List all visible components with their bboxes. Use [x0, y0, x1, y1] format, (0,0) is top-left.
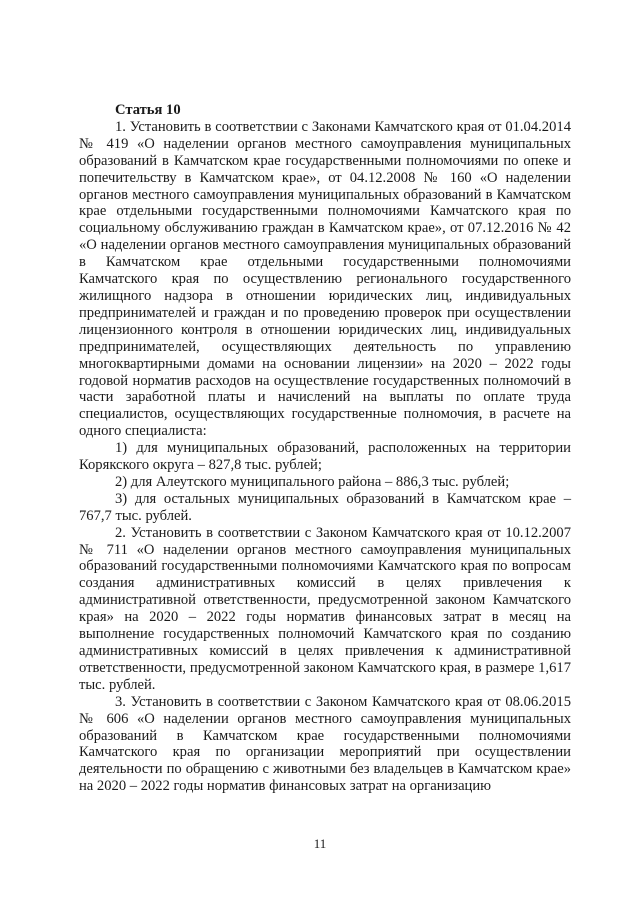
- paragraph-5: 2. Установить в соответствии с Законом Камчатского края от 10.12.2007 № 711 «О наделении органов местного самоуправления муниципальных образований государственными полномочиями Камчатского края по вопросам создания административных комиссий в целях привлечения к административной ответственности, предусмотренной законом Камчатского края» на 2020 – 2022 годы норматив финансовых затрат в месяц на выполнение государственных полномочий Камчатского края по созданию административных комиссий в целях привлечения к административной ответственности, предусмотренной законом Камчатского края, в размере 1,617 тыс. рублей.: [79, 524, 571, 693]
- paragraph-6: 3. Установить в соответствии с Законом Камчатского края от 08.06.2015 № 606 «О наделении органов местного самоуправления муниципальных образований в Камчатском крае государственными полномочиями Камчатского края по организации мероприятий при осуществлении деятельности по обращению с животными без владельцев в Камчатском крае» на 2020 – 2022 годы норматив финансовых затрат на организацию: [79, 693, 571, 795]
- article-heading: Статья 10: [115, 102, 181, 118]
- paragraph-4: 3) для остальных муниципальных образований в Камчатском крае – 767,7 тыс. рублей.: [79, 490, 571, 524]
- paragraph-2: 1) для муниципальных образований, расположенных на территории Корякского округа – 827,8 тыс. рублей;: [79, 440, 571, 474]
- paragraph-1: 1. Установить в соответствии с Законами Камчатского края от 01.04.2014 № 419 «О наделении органов местного самоуправления муниципальных образований в Камчатском крае государственными полномочиями по опеке и попечительству в Камчатском крае», от 04.12.2008 № 160 «О наделении органов местного самоуправления муниципальных образований в Камчатском крае отдельными государственными полномочиями Камчатского края по социальному обслуживанию граждан в Камчатском крае», от 07.12.2016 № 42 «О наделении органов местного самоуправления муниципальных образований в Камчатском крае отдельными государственными полномочиями Камчатского края по осуществлению регионального государственного жилищного надзора в отношении юридических лиц, индивидуальных предпринимателей и граждан и по проведению проверок при осуществлении лицензионного контроля в отношении юридических лиц, индивидуальных предпринимателей, осуществляющих деятельность по управлению многоквартирными домами на основании лицензии» на 2020 – 2022 годы годовой норматив расходов на осуществление государственных полномочий в части заработной платы и начислений на выплаты по оплате труда специалистов, осуществляющих государственные полномочия, в расчете на одного специалиста:: [79, 118, 571, 440]
- paragraph-3: 2) для Алеутского муниципального района – 886,3 тыс. рублей;: [115, 473, 510, 490]
- document-page: [79, 102, 571, 795]
- page-number: 11: [313, 836, 327, 851]
